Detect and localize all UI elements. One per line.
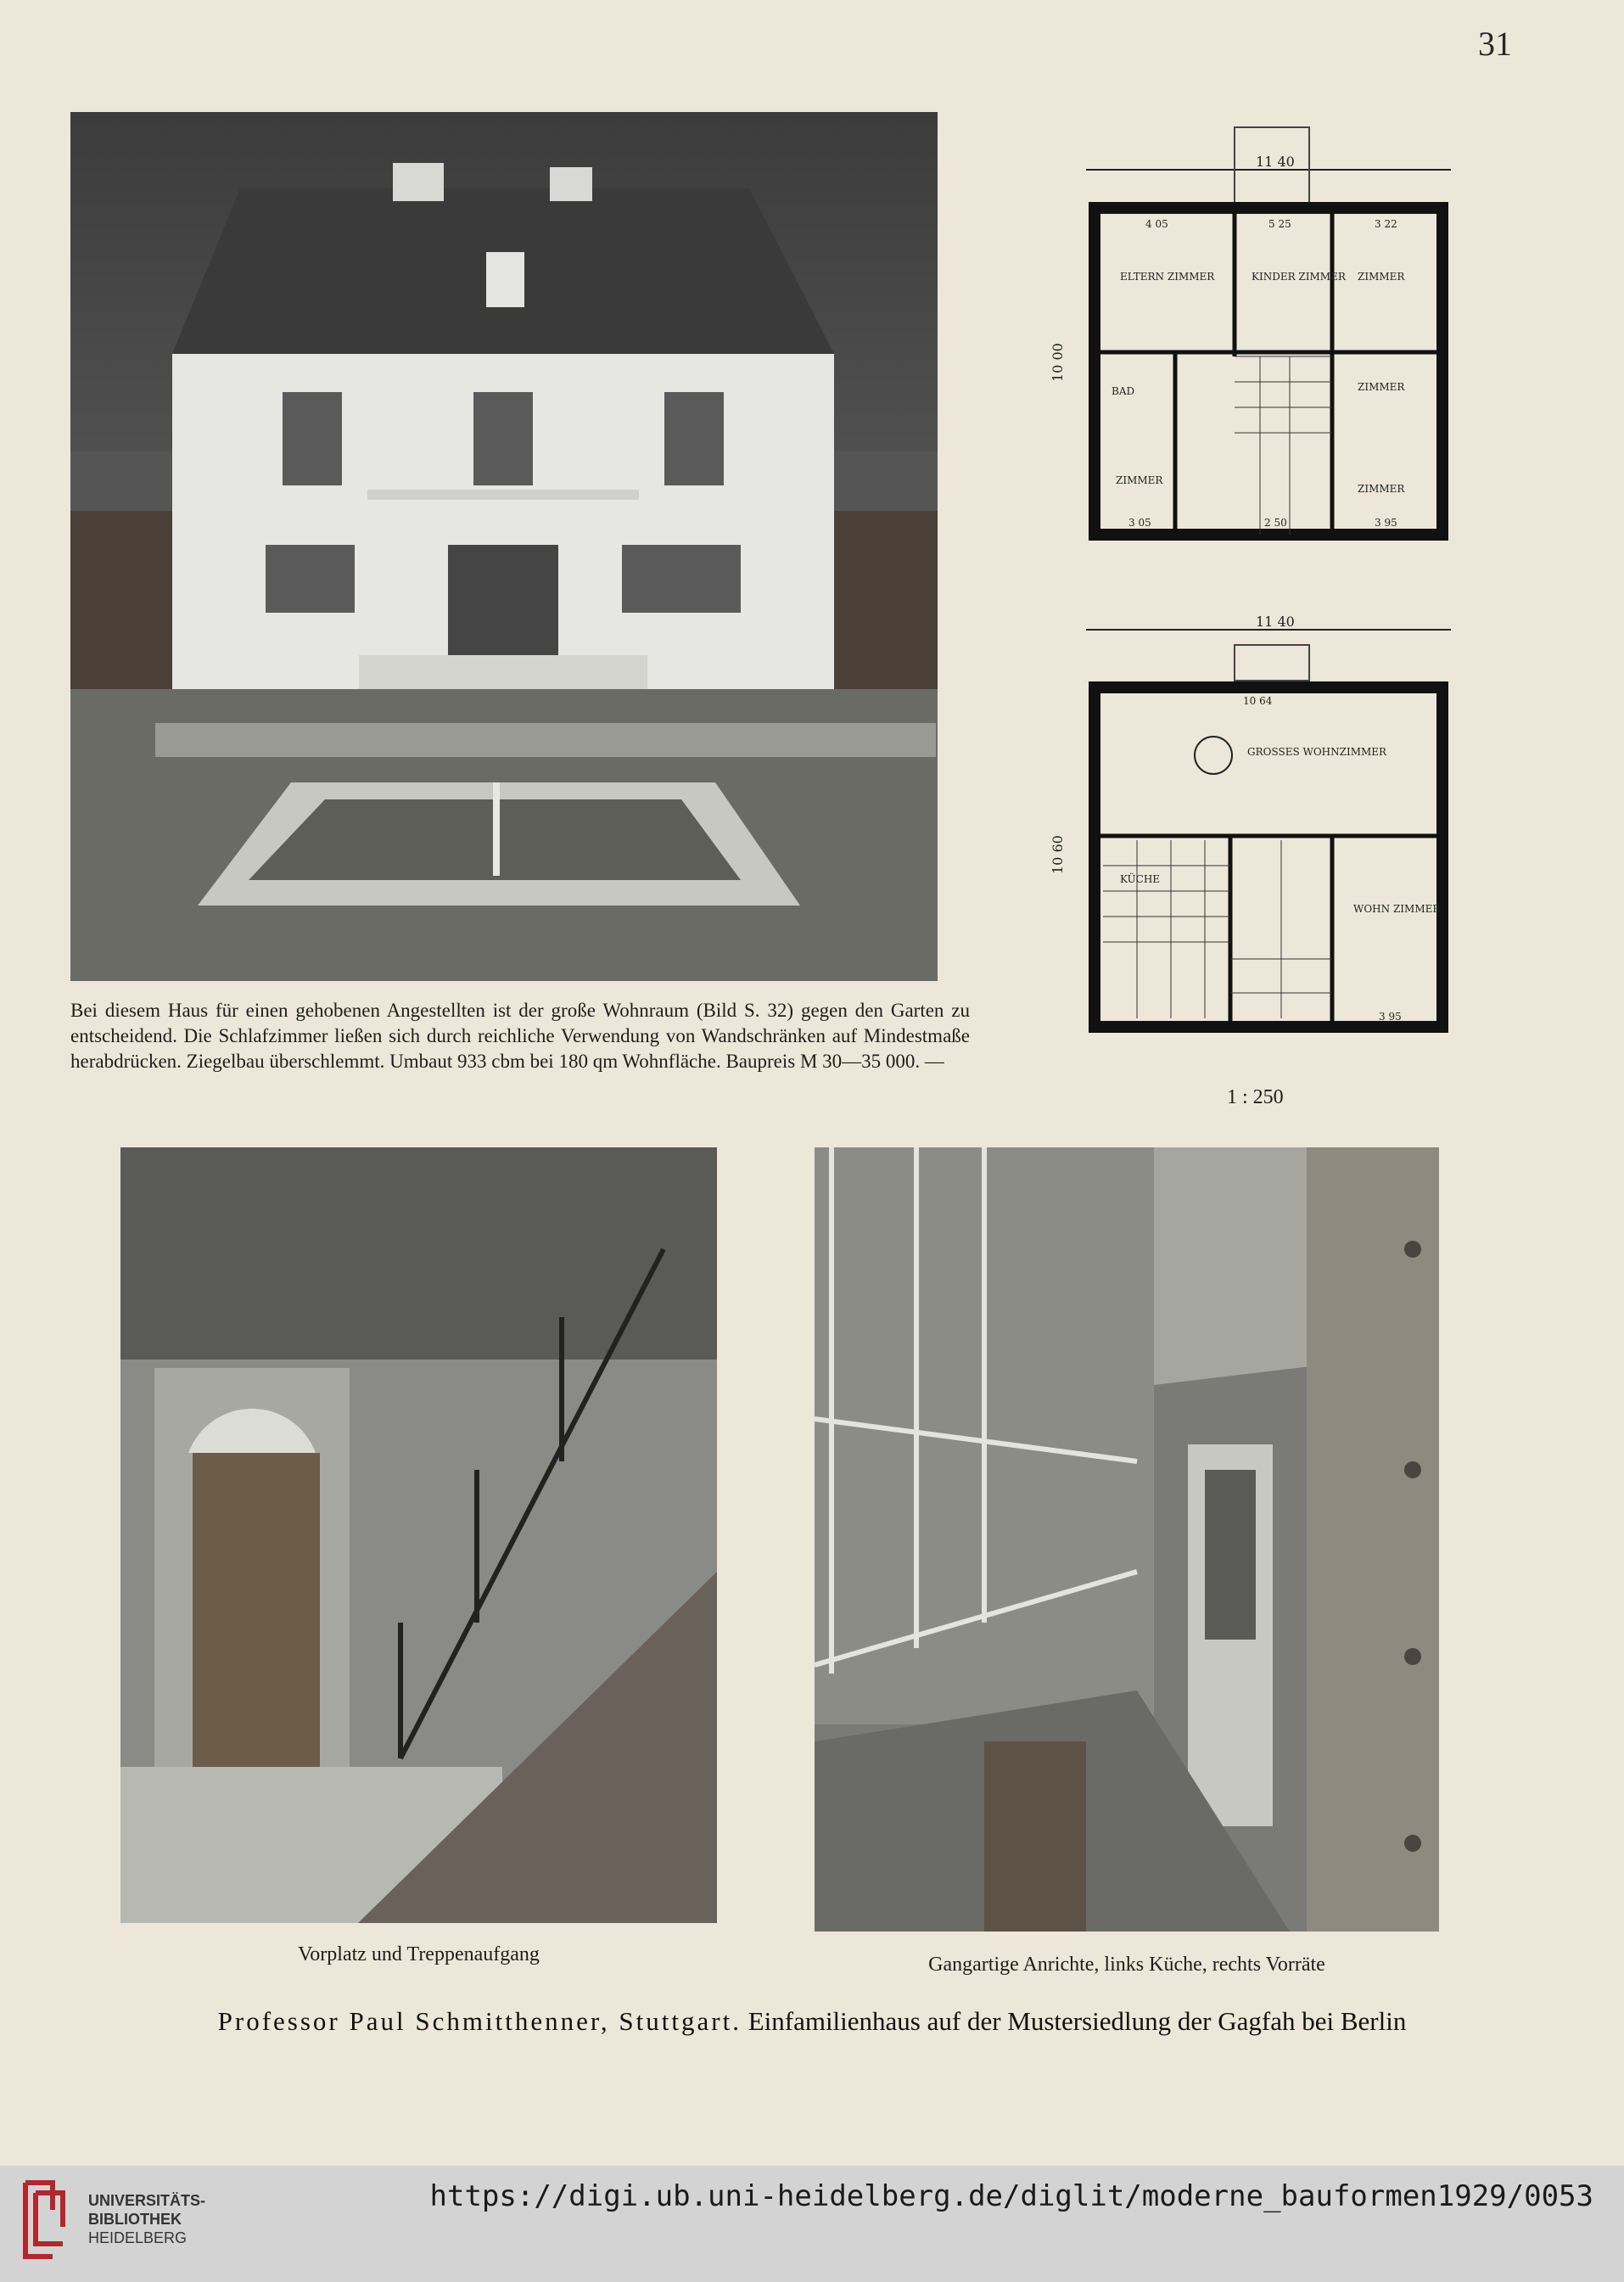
upper-dim-6: 3 95 — [1375, 517, 1397, 529]
upper-floor-plan — [1052, 127, 1476, 552]
library-name-line3: HEIDELBERG — [88, 2229, 188, 2246]
library-name — [88, 2191, 205, 2247]
library-name-line1: UNIVERSITÄTS- — [88, 2192, 206, 2209]
upper-room-6: ZIMMER — [1116, 474, 1163, 486]
ground-floor-plan — [1050, 614, 1476, 1044]
ground-room-1: GROSSES WOHNZIMMER — [1247, 746, 1387, 758]
upper-dim-1: 4 05 — [1145, 218, 1168, 230]
staircase-caption: Vorplatz und Treppenaufgang — [298, 1943, 540, 1965]
upper-dim-3: 3 22 — [1375, 218, 1397, 230]
upper-plan-width-label: 11 40 — [1256, 154, 1295, 170]
page-footer-title — [0, 2006, 1624, 2037]
ub-heidelberg-logo-icon — [19, 2176, 78, 2265]
house-caption: Bei diesem Haus für einen gehobenen Angestellten ist der große Wohnraum (Bild S. 32) gegen den Garten zu entscheidend. Die Schlafzimmer ließen sich durch reichliche Verwendung von Wandschränken auf Mindestmaße herabdrücken. Ziegelbau überschlemmt. Umbaut 933 cbm bei 180 qm Wohnfläche. Baupreis M 30—35 000. — — [70, 1000, 970, 1072]
library-name-line2: BIBLIOTHEK — [88, 2211, 182, 2228]
footer-author: Professor Paul Schmitthenner, Stuttgart. — [217, 2006, 742, 2036]
footer-title: Einfamilienhaus auf der Mustersiedlung der Gagfah bei Berlin — [748, 2006, 1407, 2036]
upper-room-7: ZIMMER — [1358, 483, 1405, 495]
house-photo — [70, 112, 938, 981]
upper-room-2: KINDER ZIMMER — [1252, 271, 1346, 283]
corridor-photo — [815, 1147, 1439, 1932]
source-url[interactable]: https://digi.ub.uni-heidelberg.de/diglit/moderne_bauformen1929/0053 — [429, 2179, 1593, 2213]
upper-room-3: ZIMMER — [1358, 271, 1405, 283]
ground-room-2: KÜCHE — [1120, 873, 1161, 885]
corridor-caption: Gangartige Anrichte, links Küche, rechts Vorräte — [928, 1954, 1325, 1976]
upper-dim-2: 5 25 — [1268, 218, 1291, 230]
staircase-photo — [120, 1147, 717, 1923]
upper-room-5: ZIMMER — [1358, 381, 1405, 393]
upper-room-1: ELTERN ZIMMER — [1120, 271, 1215, 283]
upper-plan-height-label: 10 00 — [1050, 343, 1066, 382]
ground-plan-width-label: 11 40 — [1256, 614, 1295, 630]
ground-dim-1: 10 64 — [1243, 695, 1273, 707]
upper-dim-5: 2 50 — [1264, 517, 1287, 529]
ground-room-3: WOHN ZIMMER — [1353, 903, 1441, 915]
upper-room-4: BAD — [1112, 385, 1135, 397]
upper-dim-4: 3 05 — [1128, 517, 1151, 529]
page-number: 31 — [1478, 25, 1512, 63]
scale-label: 1 : 250 — [1227, 1086, 1284, 1108]
ground-dim-2: 3 95 — [1379, 1011, 1402, 1023]
ground-plan-height-label: 10 60 — [1050, 835, 1066, 874]
